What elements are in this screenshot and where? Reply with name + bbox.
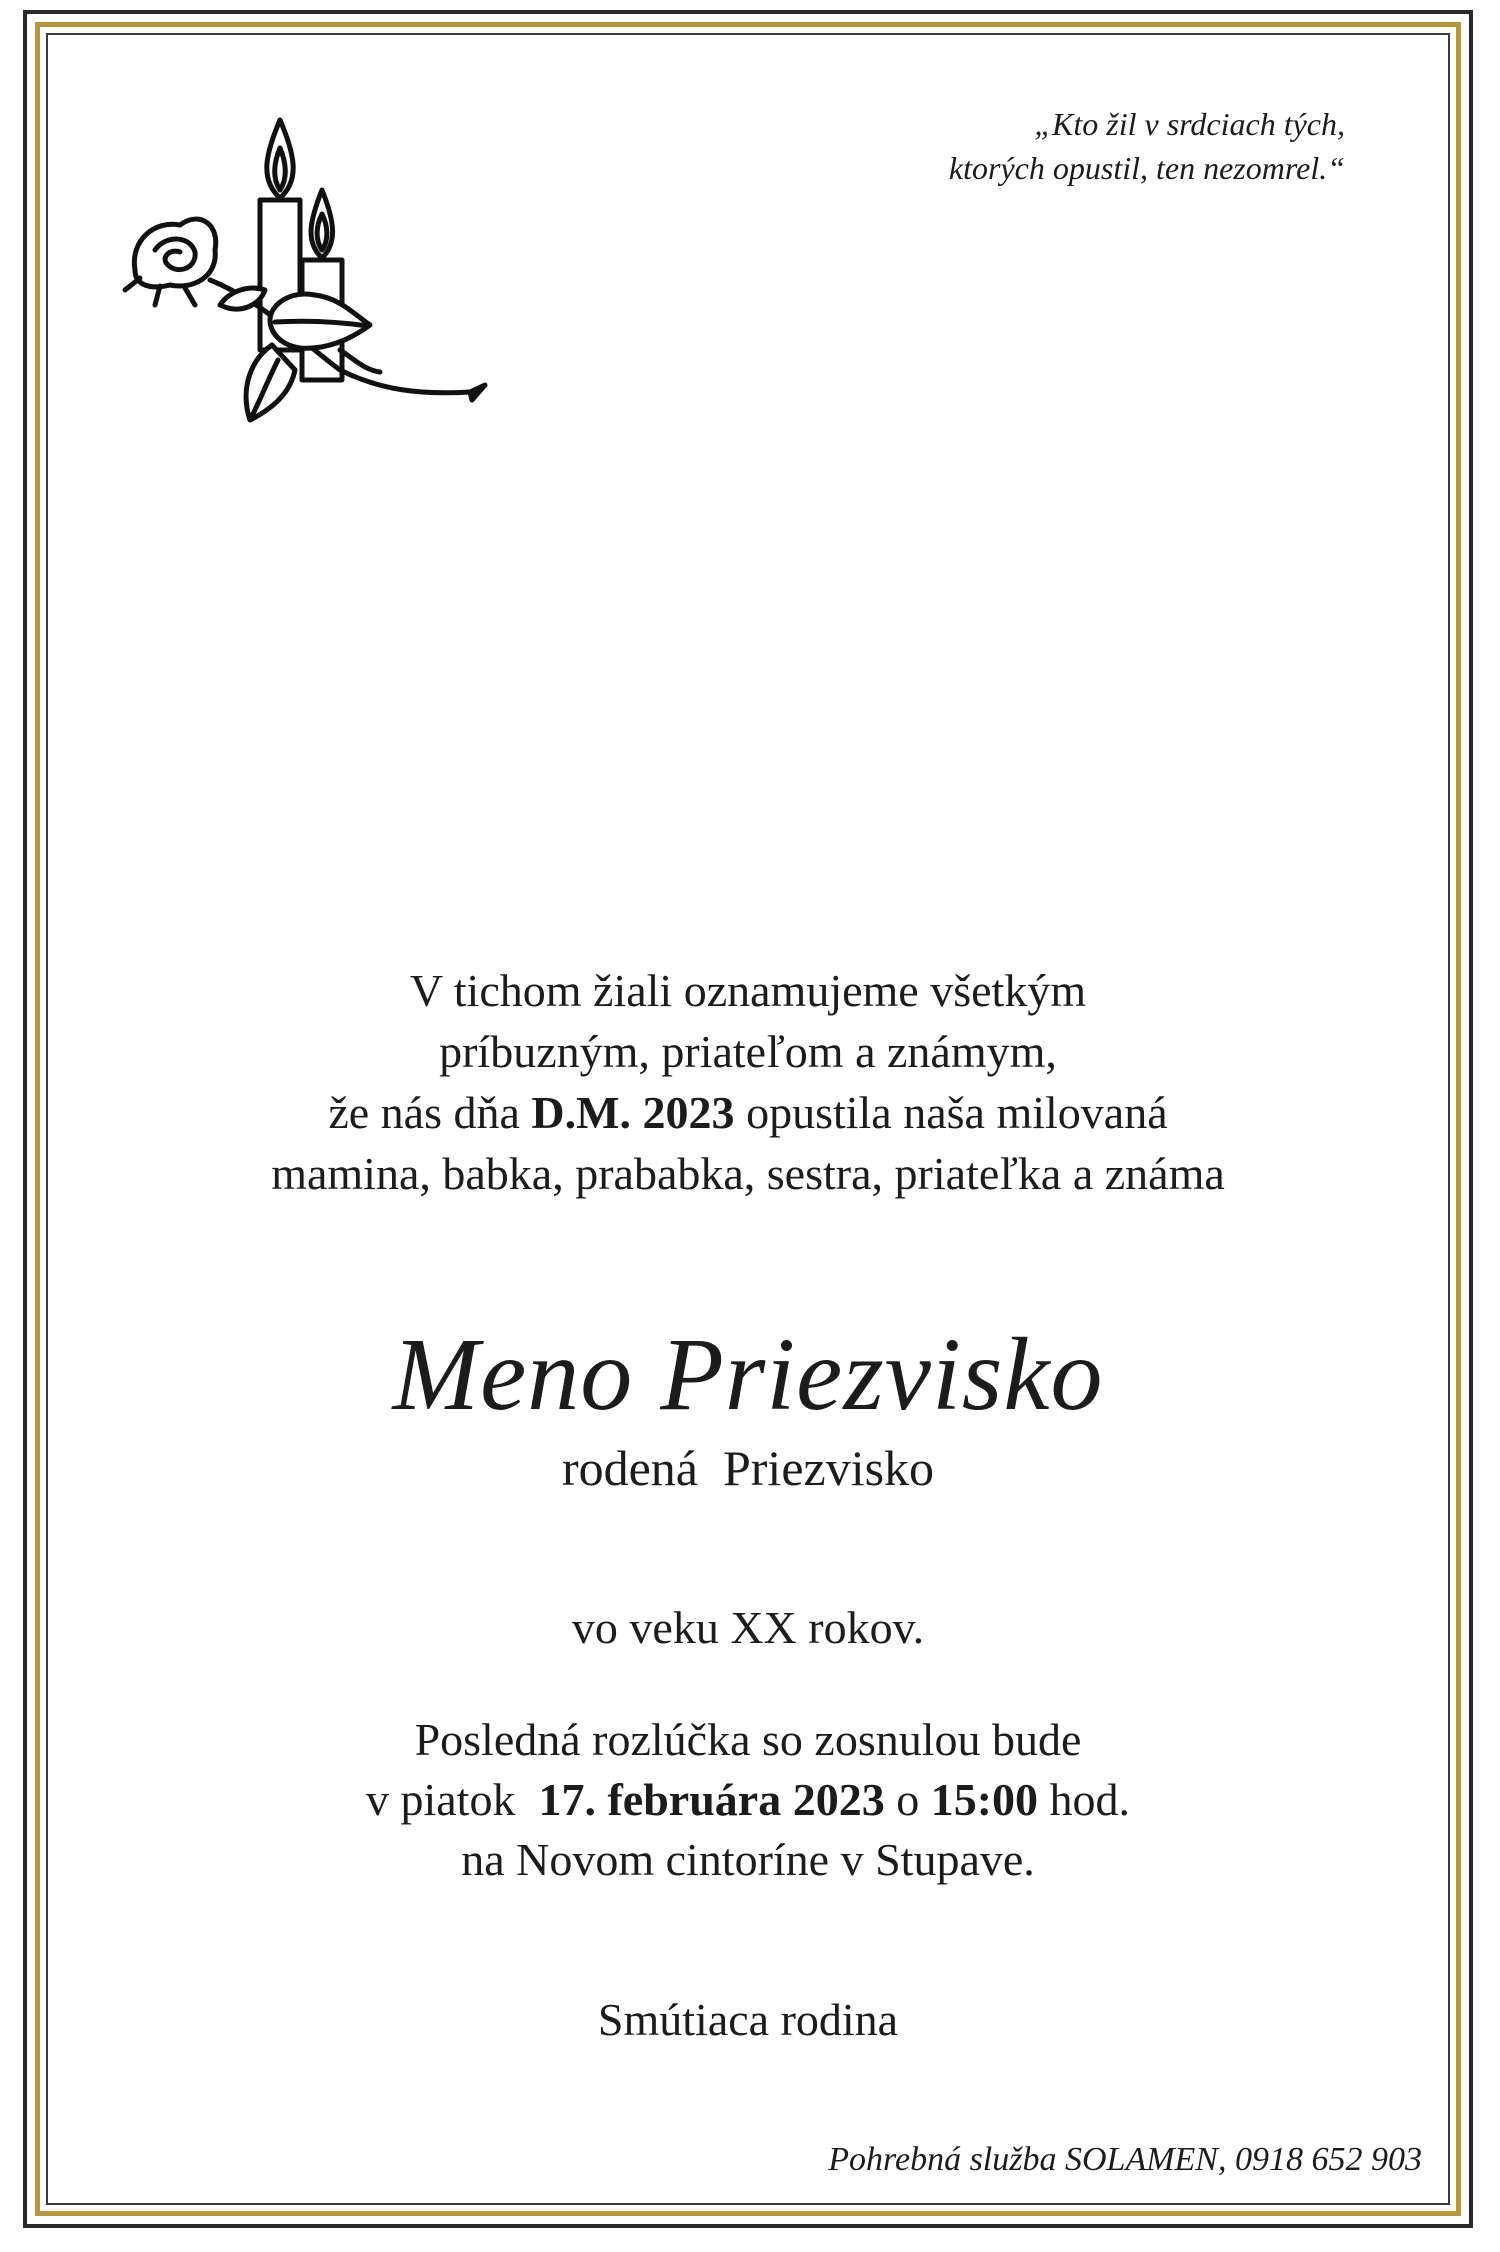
funeral-connector: o xyxy=(896,1774,920,1825)
date-suffix: opustila naša milovaná xyxy=(746,1087,1168,1138)
candles-and-rose-icon xyxy=(100,100,490,430)
quote-line: ktorých opustil, ten nezomrel.“ xyxy=(948,150,1345,186)
age-line: vo veku XX rokov. xyxy=(571,1602,925,1653)
maiden-name: rodená Priezvisko xyxy=(561,1440,935,1496)
quote-line: „Kto žil v srdciach tých, xyxy=(1034,106,1345,142)
funeral-line: Posledná rozlúčka so zosnulou bude xyxy=(414,1714,1082,1765)
announcement-text xyxy=(46,960,1450,1204)
date-prefix: že nás dňa xyxy=(328,1087,520,1138)
funeral-details xyxy=(46,1710,1450,1890)
funeral-time: 15:00 xyxy=(930,1774,1039,1825)
death-date: D.M. 2023 xyxy=(531,1087,735,1138)
announcement-line: príbuzným, priateľom a známym, xyxy=(439,1026,1057,1077)
funeral-line: na Novom cintoríne v Stupave. xyxy=(461,1834,1035,1885)
funeral-line xyxy=(46,1770,1450,1830)
announcement-line: V tichom žiali oznamujeme všetkým xyxy=(409,965,1087,1016)
funeral-service-footer: Pohrebná služba SOLAMEN, 0918 652 903 xyxy=(828,2141,1422,2178)
memorial-quote xyxy=(949,102,1345,190)
funeral-date: 17. februára 2023 xyxy=(538,1774,885,1825)
family-signature: Smútiaca rodina xyxy=(597,1994,899,2045)
announcement-line xyxy=(46,1082,1450,1143)
deceased-name: Meno Priezvisko xyxy=(392,1317,1104,1432)
funeral-day: v piatok xyxy=(365,1774,516,1825)
announcement-line: mamina, babka, prababka, sestra, priateľka a známa xyxy=(271,1148,1225,1199)
funeral-hour: hod. xyxy=(1049,1774,1131,1825)
